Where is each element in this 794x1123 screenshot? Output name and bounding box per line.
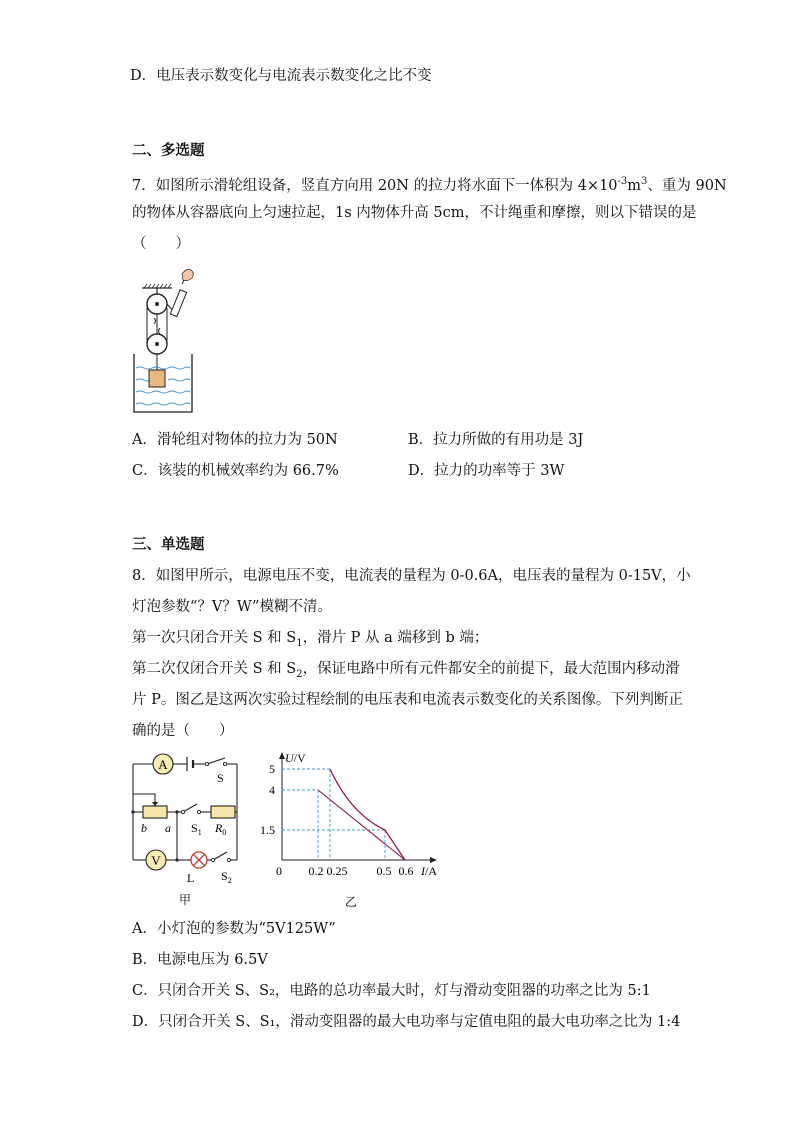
lamp-branch-curve [330,769,405,860]
pulley-figure [130,268,210,418]
q8-option-a: A．小灯泡的参数为“5V125W” [132,921,336,937]
q8-stem-line4: 第二次仅闭合开关 S 和 $S_2$，保证电路中所有元件都安全的前提下，最大范围内移动滑 [132,661,680,680]
q8-option-d: D．只闭合开关 S、S₁，滑动变阻器的最大电功率与定值电阻的最大电功率之比为 1:4 [132,1014,681,1030]
svg-text:0.25: 0.25 [326,864,348,878]
q8-stem-line1: 8．如图甲所示，电源电压不变，电流表的量程为 0-0.6A，电压表的量程为 0-15V，小 [132,568,691,584]
svg-text:b: b [141,821,147,835]
svg-text:0.6: 0.6 [398,864,414,878]
q6-option-d: D．电压表示数变化与电流表示数变化之比不变 [130,68,432,84]
q8-stem-line5: 片 P。图乙是这两次实验过程绘制的电压表和电流表示数变化的关系图像。下列判断正 [132,692,683,708]
q8-stem-line3: 第一次只闭合开关 S 和 $S_1$，滑片 P 从 a 端移到 b 端； [132,630,489,649]
fig-jia-caption: 甲 [178,893,192,907]
q8-option-c: C．只闭合开关 S、S₂，电路的总功率最大时，灯与滑动变阻器的功率之比为 5:1 [132,983,651,999]
q7-option-d: D．拉力的功率等于 3W [408,463,565,479]
circuit-diagram [125,748,255,908]
q7-stem-line2: 的物体从容器底向上匀速拉起，1s 内物体升高 5cm，不计绳重和摩擦，则以下错误的是 [132,205,697,221]
hand [182,270,193,281]
section-title-multiple-choice: 二、多选题 [132,143,205,159]
q7-option-b: B．拉力所做的有用功是 3J [408,432,584,448]
q8-stem-line2: 灯泡参数“？V？W”模糊不清。 [132,599,332,615]
svg-text:5: 5 [269,762,275,776]
q7-stem-line1: 7．如图所示滑轮组设备，竖直方向用 20N 的拉力将水面下一体积为 $4\times 10^{-3}m^3$、重为 90N [132,176,727,194]
resistor-branch-line [318,790,405,860]
submerged-block [149,370,165,387]
svg-text:L: L [187,871,195,885]
svg-text:S: S [217,771,224,785]
svg-text:A: A [158,757,168,772]
r0-label: $R_0$ [215,821,227,837]
q7-option-c: C．该装的机械效率约为 66.7% [132,463,339,479]
svg-text:0: 0 [276,864,282,878]
spring-scale [170,290,186,317]
svg-text:V: V [151,853,161,868]
q8-stem-line6: 确的是（ ） [132,723,234,739]
svg-text:1.5: 1.5 [260,823,275,837]
x-axis-label: I/A [421,864,437,878]
svg-text:a: a [165,821,171,835]
section-title-single-choice: 三、单选题 [132,537,205,553]
ui-graph [255,748,450,908]
rheostat [143,806,167,818]
q8-option-b: B．电源电压为 6.5V [132,952,268,968]
resistor-r0 [211,806,235,818]
q7-answer-bracket: （ ） [132,236,190,252]
fig-yi-caption: 乙 [344,895,358,908]
s1-label: $S_1$ [191,821,202,837]
q7-option-a: A．滑轮组对物体的拉力为 50N [132,432,338,448]
y-axis-label: U/V [285,751,306,765]
svg-text:0.5: 0.5 [376,864,392,878]
svg-text:0.2: 0.2 [308,864,324,878]
s2-label: $S_2$ [221,869,232,885]
svg-text:4: 4 [269,783,275,797]
